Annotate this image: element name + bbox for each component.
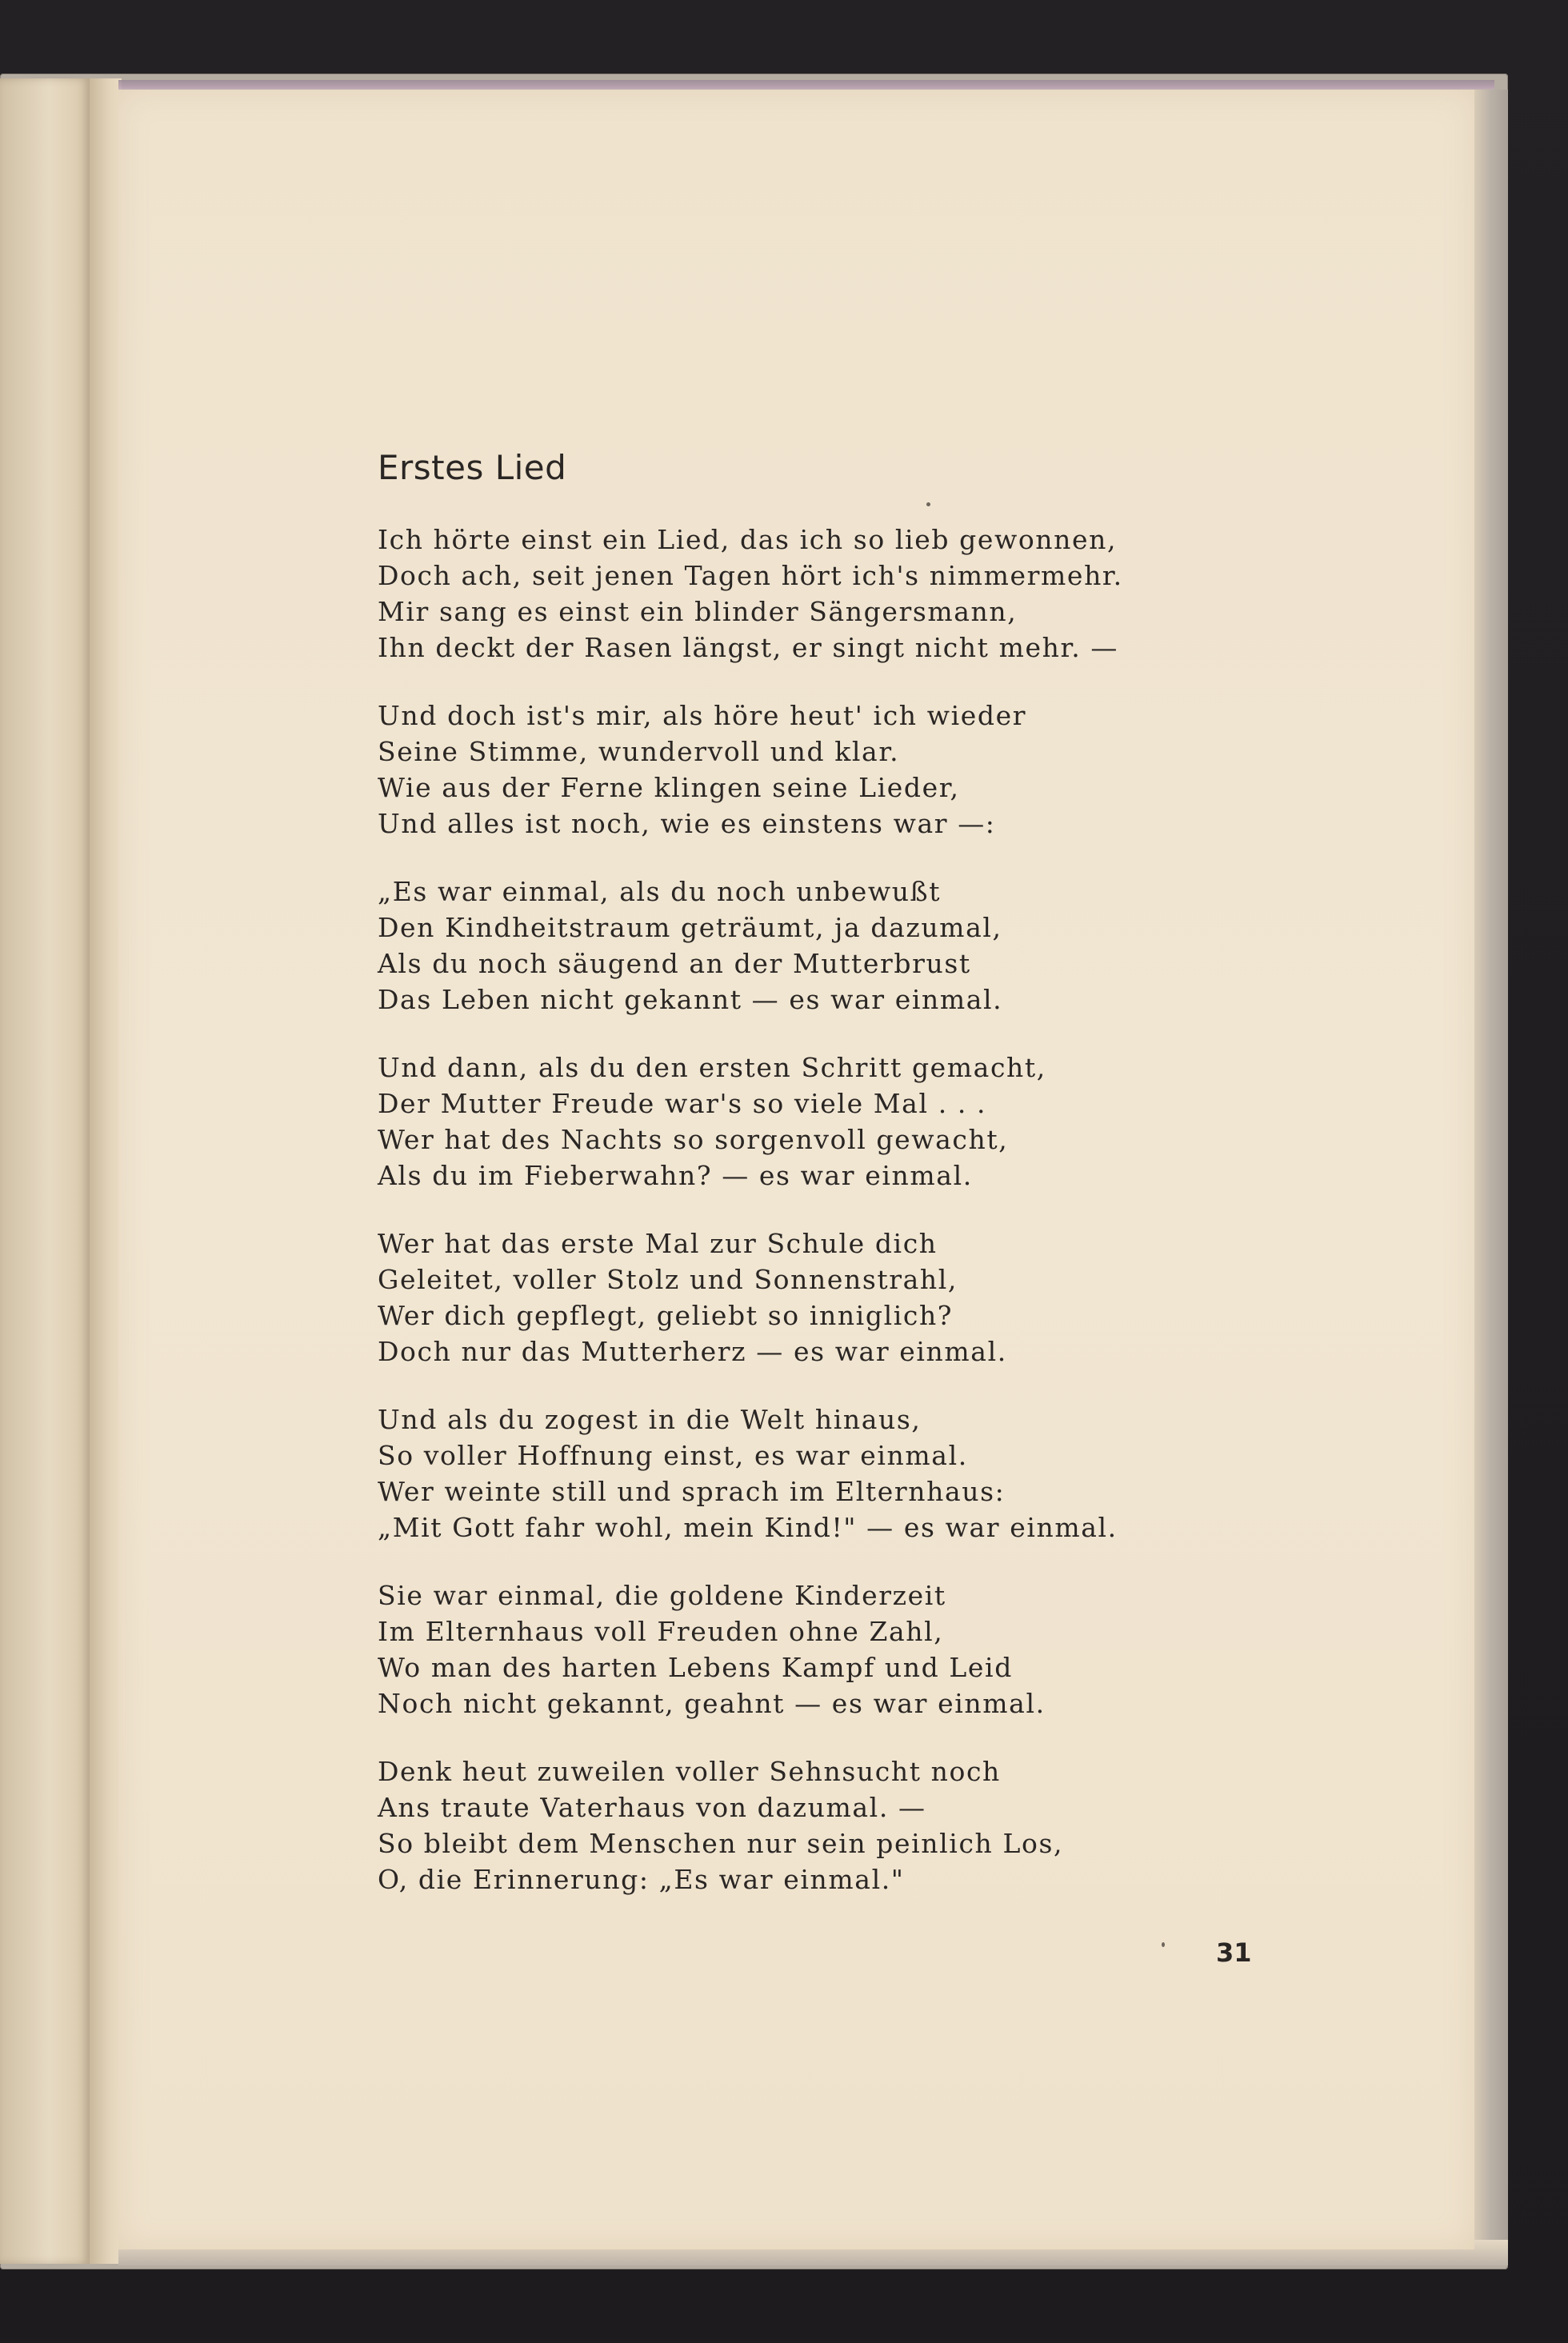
poem-line: Den Kindheitstraum geträumt, ja dazumal,: [378, 912, 1002, 944]
poem-line: Und als du zogest in die Welt hinaus,: [378, 1404, 922, 1436]
paper-speck: [1162, 1942, 1165, 1947]
poem-line: O, die Erinnerung: „Es war einmal.": [378, 1864, 905, 1896]
poem-stanza: [378, 1401, 1338, 1545]
poem-line: Der Mutter Freude war's so viele Mal . . .: [378, 1088, 987, 1120]
poem-stanza: [378, 874, 1338, 1018]
poem-line: Als du noch säugend an der Mutterbrust: [378, 948, 971, 980]
poem-line: Und doch ist's mir, als höre heut' ich wieder: [378, 700, 1027, 732]
poem-line: Wie aus der Ferne klingen seine Lieder,: [378, 772, 960, 804]
poem-line: Im Elternhaus voll Freuden ohne Zahl,: [378, 1616, 944, 1648]
poem-line: Als du im Fieberwahn? — es war einmal.: [378, 1160, 973, 1192]
poem-line: „Mit Gott fahr wohl, mein Kind!" — es war einmal.: [378, 1512, 1118, 1544]
poem-stanza: [378, 1050, 1338, 1193]
poem-line: Denk heut zuweilen voller Sehnsucht noch: [378, 1756, 1001, 1788]
page-number: 31: [1216, 1937, 1252, 1968]
poem-line: Ihn deckt der Rasen längst, er singt nicht mehr. —: [378, 632, 1119, 664]
poem-stanzas: [378, 522, 1338, 1897]
poem-line: Mir sang es einst ein blinder Sängersmann,: [378, 596, 1018, 628]
poem-line: Wo man des harten Lebens Kampf und Leid: [378, 1652, 1013, 1684]
poem-line: Ich hörte einst ein Lied, das ich so lieb gewonnen,: [378, 524, 1118, 556]
poem-line: Wer hat das erste Mal zur Schule dich: [378, 1228, 938, 1260]
poem-line: Wer dich gepflegt, geliebt so inniglich?: [378, 1300, 954, 1332]
poem-line: Sie war einmal, die goldene Kinderzeit: [378, 1580, 946, 1612]
poem-stanza: [378, 1753, 1338, 1897]
poem-line: Ans traute Vaterhaus von dazumal. —: [378, 1792, 926, 1824]
page-right-edge: [1474, 90, 1508, 2265]
poem-line: Doch nur das Mutterherz — es war einmal.: [378, 1336, 1007, 1368]
poem-line: Wer hat des Nachts so sorgenvoll gewacht,: [378, 1124, 1009, 1156]
poem-line: So voller Hoffnung einst, es war einmal.: [378, 1440, 968, 1472]
poem-stanza: [378, 1577, 1338, 1721]
poem-line: Doch ach, seit jenen Tagen hört ich's nimmermehr.: [378, 560, 1123, 592]
poem-line: „Es war einmal, als du noch unbewußt: [378, 876, 942, 908]
left-page-edge: [0, 78, 90, 2264]
poem-line: Noch nicht gekannt, geahnt — es war einmal.: [378, 1688, 1046, 1720]
poem-stanza: [378, 522, 1338, 666]
poem-stanza: [378, 1225, 1338, 1369]
poem-line: Und alles ist noch, wie es einstens war —:: [378, 808, 996, 840]
book-gutter: [90, 78, 122, 2264]
poem-line: Geleitet, voller Stolz und Sonnenstrahl,: [378, 1264, 958, 1296]
poem-title: Erstes Lied: [378, 448, 567, 487]
poem: [378, 448, 1338, 1929]
poem-line: So bleibt dem Menschen nur sein peinlich Los,: [378, 1828, 1064, 1860]
poem-line: Und dann, als du den ersten Schritt gemacht,: [378, 1052, 1046, 1084]
poem-stanza: [378, 698, 1338, 842]
poem-line: Das Leben nicht gekannt — es war einmal.: [378, 984, 1003, 1016]
poem-line: Wer weinte still und sprach im Elternhaus:: [378, 1476, 1006, 1508]
poem-line: Seine Stimme, wundervoll und klar.: [378, 736, 900, 768]
